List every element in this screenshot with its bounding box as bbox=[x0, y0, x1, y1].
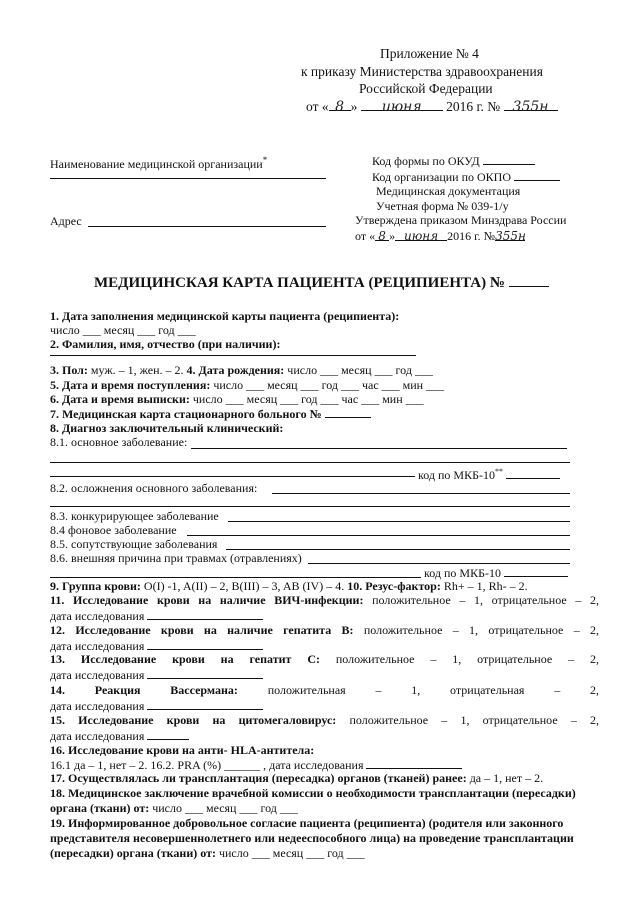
field-8-5: 8.5. сопутствующие заболевания bbox=[50, 537, 218, 551]
date-prefix: от « bbox=[306, 99, 329, 114]
document-title: МЕДИЦИНСКАЯ КАРТА ПАЦИЕНТА (РЕЦИПИЕНТА) № bbox=[94, 273, 549, 292]
date-year: 2016 г. № bbox=[446, 99, 501, 114]
field-8-4-line[interactable] bbox=[187, 535, 570, 536]
field-11-date-input[interactable] bbox=[147, 608, 263, 620]
field-8-6-line-2[interactable] bbox=[50, 577, 421, 578]
field-14: 14. Реакция Вассермана: положительная – 1, отрицательная – 2, bbox=[50, 683, 600, 697]
field-8-1-line[interactable] bbox=[191, 448, 567, 449]
field-3-4: 3. Пол: муж. – 1, жен. – 2. 4. Дата рождения: число ___ месяц ___ год ___ bbox=[50, 363, 433, 377]
okud-field[interactable] bbox=[483, 153, 535, 165]
field-7-input[interactable] bbox=[325, 406, 371, 418]
field-11-date: дата исследования bbox=[50, 608, 263, 624]
approved-handwritten-day: 8 bbox=[378, 229, 386, 243]
org-name-label: Наименование медицинской организации* bbox=[50, 155, 268, 171]
field-2-line[interactable] bbox=[50, 355, 416, 356]
approved-handwritten-number: 355н bbox=[495, 229, 526, 243]
date-mid: » bbox=[350, 99, 358, 114]
appendix-federation: Российской Федерации bbox=[359, 81, 493, 96]
address-label: Адрес bbox=[50, 214, 82, 228]
field-17: 17. Осуществлялась ли трансплантация (пересадка) органов (тканей) ранее: да – 1, нет – 2. bbox=[50, 771, 544, 785]
handwritten-day: 8 bbox=[335, 99, 345, 115]
field-8-5-line[interactable] bbox=[226, 549, 570, 550]
field-13: 13. Исследование крови на гепатит С: положительное – 1, отрицательное – 2, bbox=[50, 652, 599, 666]
field-19-line-1: 19. Информированное добровольное согласие пациента (реципиента) (родителя или законного bbox=[50, 816, 564, 830]
field-1-date[interactable]: число ___ месяц ___ год ___ bbox=[50, 323, 196, 337]
field-14-date: дата исследования bbox=[50, 698, 263, 714]
field-8-6-line[interactable] bbox=[308, 563, 570, 564]
okud-label: Код формы по ОКУД bbox=[372, 153, 535, 169]
field-8: 8. Диагноз заключительный клинический: bbox=[50, 421, 284, 435]
okpo-field[interactable] bbox=[514, 169, 560, 181]
field-8-1-line-2[interactable] bbox=[50, 462, 570, 463]
appendix-order: к приказу Министерства здравоохранения bbox=[301, 64, 543, 79]
card-number-field[interactable] bbox=[509, 273, 549, 287]
handwritten-month: июня bbox=[381, 99, 422, 115]
field-9-10: 9. Группа крови: O(I) -1, A(II) – 2, B(III) – 3, AB (IV) – 4. 10. Резус-фактор: Rh+ – 1, Rh- – 2. bbox=[50, 579, 528, 593]
mkb-code-1-input[interactable] bbox=[506, 467, 560, 479]
field-8-1: 8.1. основное заболевание: bbox=[50, 435, 188, 449]
field-8-1-line-3[interactable] bbox=[50, 476, 415, 477]
field-19-line-2: представителя несовершеннолетнего или недееспособного лица) на проведение трансплантации bbox=[50, 831, 574, 845]
field-6: 6. Дата и время выписки: число ___ месяц ___ год ___ час ___ мин ___ bbox=[50, 392, 424, 406]
field-8-2: 8.2. осложнения основного заболевания: bbox=[50, 481, 258, 495]
field-18-line-1: 18. Медицинское заключение врачебной комиссии о необходимости трансплантации (пересадки) bbox=[50, 786, 576, 800]
field-8-4: 8.4 фоновое заболевание bbox=[50, 523, 177, 537]
mkb-code-1: код по МКБ-10** bbox=[418, 464, 560, 483]
field-13-date: дата исследования bbox=[50, 667, 263, 683]
address-line[interactable] bbox=[88, 226, 326, 227]
field-11: 11. Исследование крови на наличие ВИЧ-инфекции: положительное – 1, отрицательное – 2, bbox=[50, 593, 600, 607]
field-12: 12. Исследование крови на наличие гепатита В: положительное – 1, отрицательное – 2, bbox=[50, 623, 599, 637]
field-2-label: 2. Фамилия, имя, отчество (при наличии): bbox=[50, 337, 281, 351]
field-15-date: дата исследования bbox=[50, 728, 189, 744]
mkb-code-2: код по МКБ-10 bbox=[424, 565, 568, 581]
field-16-1: 16.1 да – 1, нет – 2. 16.2. PRA (%) ______ , дата исследования bbox=[50, 757, 462, 773]
field-16-date-input[interactable] bbox=[366, 757, 462, 769]
field-7: 7. Медицинская карта стационарного больного № bbox=[50, 406, 371, 422]
mkb-code-2-input[interactable] bbox=[504, 565, 568, 577]
handwritten-number: 355н bbox=[512, 99, 549, 115]
approved-handwritten-month: июня bbox=[404, 229, 439, 243]
field-12-date: дата исследования bbox=[50, 638, 263, 654]
account-form-label: Учетная форма № 039-1/у bbox=[376, 199, 509, 213]
field-16: 16. Исследование крови на анти- HLA-антитела: bbox=[50, 743, 315, 757]
field-15-date-input[interactable] bbox=[147, 728, 189, 740]
field-8-6: 8.6. внешняя причина при травмах (отравлениях) bbox=[50, 551, 302, 565]
approved-label: Утверждена приказом Минздрава России bbox=[355, 213, 567, 227]
field-8-3-line[interactable] bbox=[228, 521, 570, 522]
org-name-line[interactable] bbox=[50, 178, 326, 179]
okpo-label: Код организации по ОКПО bbox=[372, 169, 560, 185]
field-15: 15. Исследование крови на цитомегаловирус: положительное – 1, отрицательное – 2, bbox=[50, 713, 600, 727]
appendix-title: Приложение № 4 bbox=[380, 46, 479, 61]
field-19-line-3: (пересадки) органа (ткани) от: число ___ месяц ___ год ___ bbox=[50, 846, 365, 860]
approved-date: от « 8 » июня 2016 г. №355н bbox=[355, 229, 526, 243]
med-doc-label: Медицинская документация bbox=[376, 184, 521, 198]
field-14-date-input[interactable] bbox=[147, 698, 263, 710]
field-18-line-2: органа (ткани) от: число ___ месяц ___ год ___ bbox=[50, 801, 298, 815]
field-8-2-line-2[interactable] bbox=[50, 506, 570, 507]
field-1-label: 1. Дата заполнения медицинской карты пациента (реципиента): bbox=[50, 309, 400, 323]
field-8-3: 8.3. конкурирующее заболевание bbox=[50, 509, 219, 523]
field-13-date-input[interactable] bbox=[147, 667, 263, 679]
field-8-2-line[interactable] bbox=[272, 493, 570, 494]
field-12-date-input[interactable] bbox=[147, 638, 263, 650]
field-5: 5. Дата и время поступления: число ___ месяц ___ год ___ час ___ мин ___ bbox=[50, 378, 445, 392]
appendix-date bbox=[306, 99, 558, 115]
